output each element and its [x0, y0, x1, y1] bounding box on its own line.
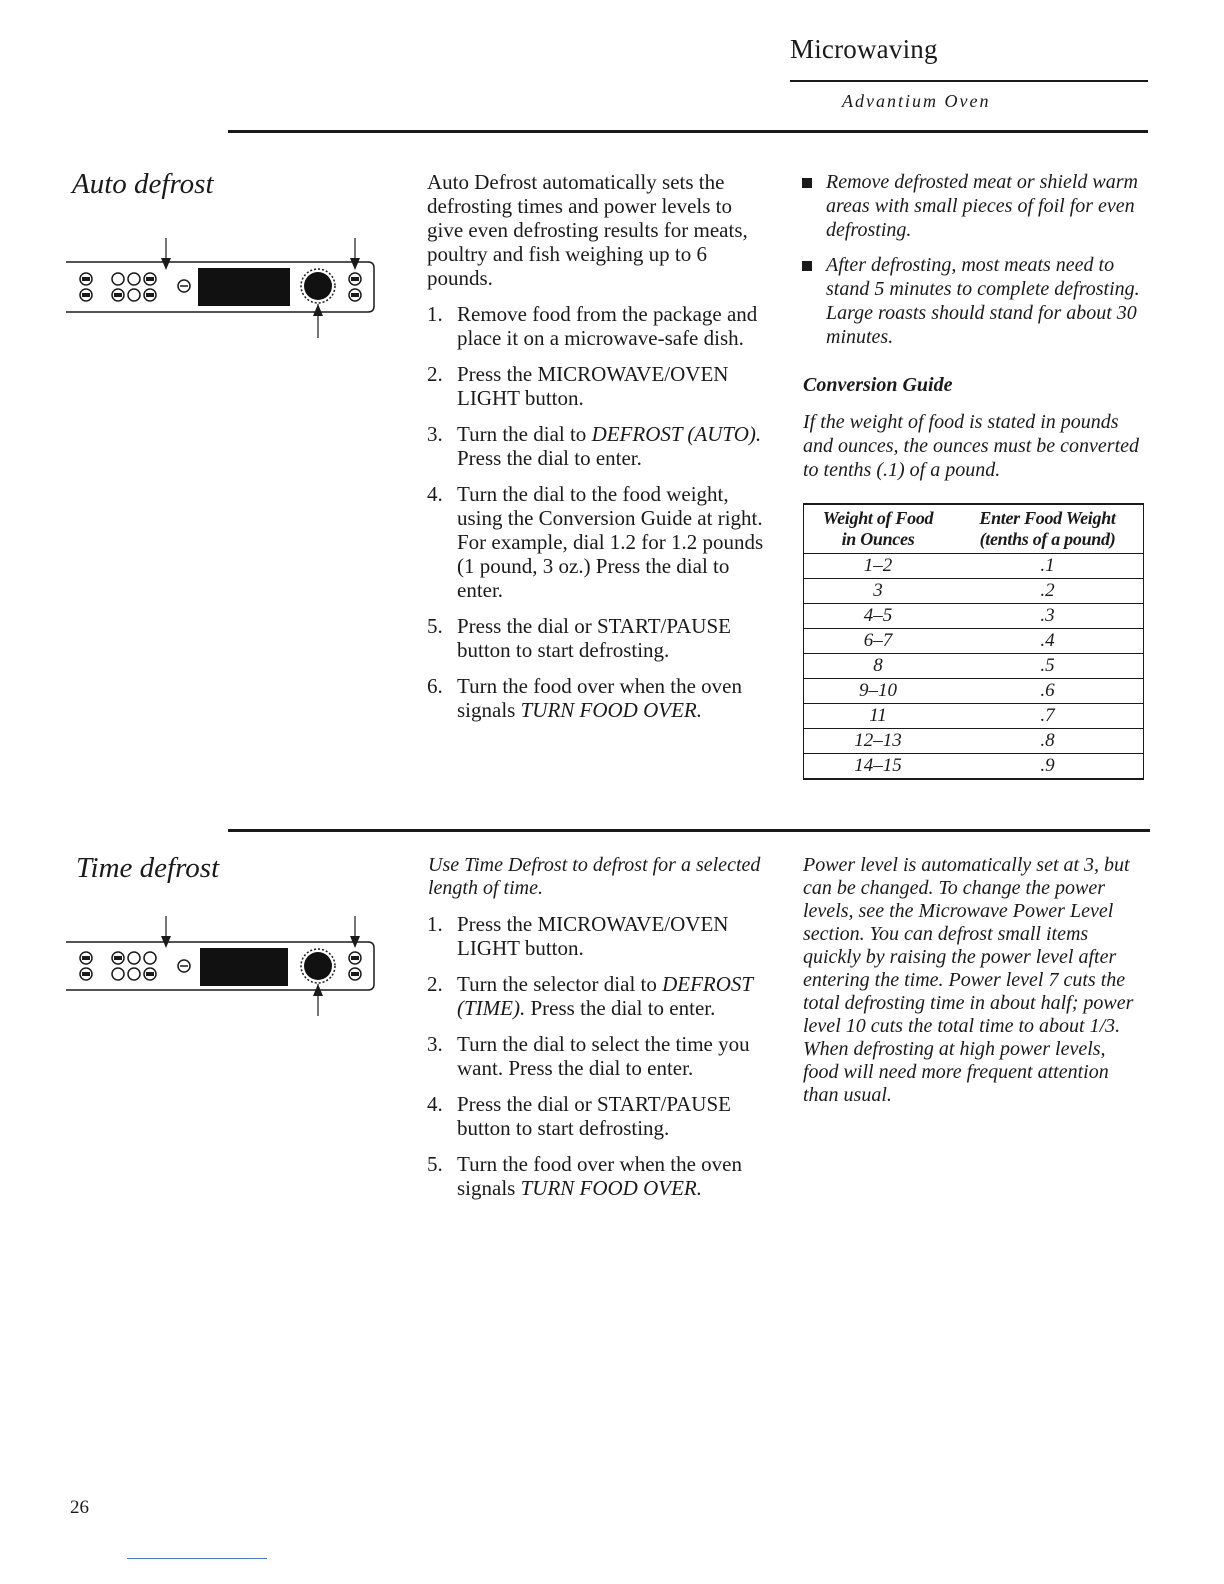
- auto-defrost-control-panel-diagram: [66, 238, 378, 338]
- time-step-5: [427, 1152, 772, 1200]
- auto-step-1: [427, 302, 772, 350]
- step-number: 2.: [427, 362, 443, 386]
- table-row: 8 .5: [804, 654, 1143, 679]
- section-divider-auto: [228, 130, 1148, 133]
- table-row: 1–2 .1: [804, 554, 1143, 579]
- step-text: Press the dial or START/PAUSE button to start defrosting.: [457, 614, 731, 662]
- step-number: 5.: [427, 614, 443, 638]
- time-step-1: [427, 912, 772, 960]
- table-row: 12–13 .8: [804, 729, 1143, 754]
- table-row: 6–7 .4: [804, 629, 1143, 654]
- step-text: Press the MICROWAVE/OVEN LIGHT button.: [457, 912, 729, 960]
- auto-defrost-title: Auto defrost: [72, 168, 214, 200]
- step-text: Turn the dial to select the time you want. Press the dial to enter.: [457, 1032, 750, 1080]
- header-rule: [790, 80, 1148, 82]
- time-defrost-power-note: Power level is automatically set at 3, but can be changed. To change the power levels, see the Microwave Power Level section. You can defrost small items quickly by raising the power level after entering the time. Power level 7 cuts the total defrosting time in about half; power level 10 cuts the total time to about 1/3. When defrosting at high power levels, food will need more frequent attention than usual.: [803, 854, 1134, 1106]
- conversion-guide-title: Conversion Guide: [803, 374, 953, 396]
- step-number: 2.: [427, 972, 443, 996]
- step-text: Press the MICROWAVE/OVEN LIGHT button.: [457, 362, 729, 410]
- time-defrost-steps: [427, 912, 772, 1200]
- auto-defrost-tips: [800, 170, 1145, 349]
- step-text: Turn the selector dial to DEFROST (TIME). Press the dial to enter.: [457, 972, 753, 1020]
- control-panel-icon: [66, 238, 378, 338]
- table-row: 11 .7: [804, 704, 1143, 729]
- auto-step-4: [427, 482, 772, 602]
- step-number: 5.: [427, 1152, 443, 1176]
- auto-step-2: [427, 362, 772, 410]
- section-divider-time: [228, 829, 1150, 832]
- time-step-2: [427, 972, 772, 1020]
- header-title: Microwaving: [790, 34, 938, 64]
- page-number: 26: [70, 1497, 89, 1518]
- time-step-4: [427, 1092, 772, 1140]
- step-text: Turn the dial to DEFROST (AUTO). Press the dial to enter.: [457, 422, 762, 470]
- step-text: Press the dial or START/PAUSE button to start defrosting.: [457, 1092, 731, 1140]
- auto-defrost-intro: Auto Defrost automatically sets the defrosting times and power levels to give even defrosting results for meats, poultry and fish weighing up to 6 pounds.: [427, 170, 748, 290]
- control-panel-icon: [66, 916, 378, 1016]
- step-number: 1.: [427, 302, 443, 326]
- time-defrost-control-panel-diagram: [66, 916, 378, 1016]
- step-number: 4.: [427, 482, 443, 506]
- auto-step-3: [427, 422, 772, 470]
- auto-step-6: [427, 674, 772, 722]
- column-header-ounces: Weight of Food in Ounces: [804, 505, 952, 554]
- tip-bullet: Remove defrosted meat or shield warm areas with small pieces of foil for even defrosting.: [800, 170, 1145, 242]
- table-row: 3 .2: [804, 579, 1143, 604]
- conversion-guide-text: If the weight of food is stated in pounds and ounces, the ounces must be converted to tenths (.1) of a pound.: [803, 411, 1140, 481]
- auto-defrost-steps: [427, 302, 772, 722]
- table-row: 9–10 .6: [804, 679, 1143, 704]
- step-number: 1.: [427, 912, 443, 936]
- time-step-3: [427, 1032, 772, 1080]
- bullet-square-icon: [802, 261, 812, 271]
- step-number: 6.: [427, 674, 443, 698]
- table-row: 14–15 .9: [804, 754, 1143, 779]
- table-row: 4–5 .3: [804, 604, 1143, 629]
- footer-link-line: [127, 1558, 267, 1559]
- time-defrost-title: Time defrost: [76, 852, 220, 884]
- column-header-tenths: Enter Food Weight (tenths of a pound): [952, 505, 1143, 554]
- header-subtitle: Advantium Oven: [842, 91, 991, 111]
- auto-step-5: [427, 614, 772, 662]
- time-defrost-intro: Use Time Defrost to defrost for a selected length of time.: [428, 854, 761, 899]
- bullet-square-icon: [802, 178, 812, 188]
- conversion-table: [803, 503, 1144, 780]
- table-header-row: [804, 505, 1143, 554]
- tip-bullet: After defrosting, most meats need to stand 5 minutes to complete defrosting. Large roasts should stand for about 30 minutes.: [800, 253, 1145, 349]
- step-text: Turn the dial to the food weight, using the Conversion Guide at right. For example, dial 1.2 for 1.2 pounds (1 pound, 3 oz.) Press the dial to enter.: [457, 482, 764, 602]
- step-text: Remove food from the package and place it on a microwave-safe dish.: [457, 302, 758, 350]
- step-number: 3.: [427, 1032, 443, 1056]
- step-text: Turn the food over when the oven signals TURN FOOD OVER.: [457, 674, 743, 722]
- step-number: 3.: [427, 422, 443, 446]
- step-text: Turn the food over when the oven signals TURN FOOD OVER.: [457, 1152, 743, 1200]
- step-number: 4.: [427, 1092, 443, 1116]
